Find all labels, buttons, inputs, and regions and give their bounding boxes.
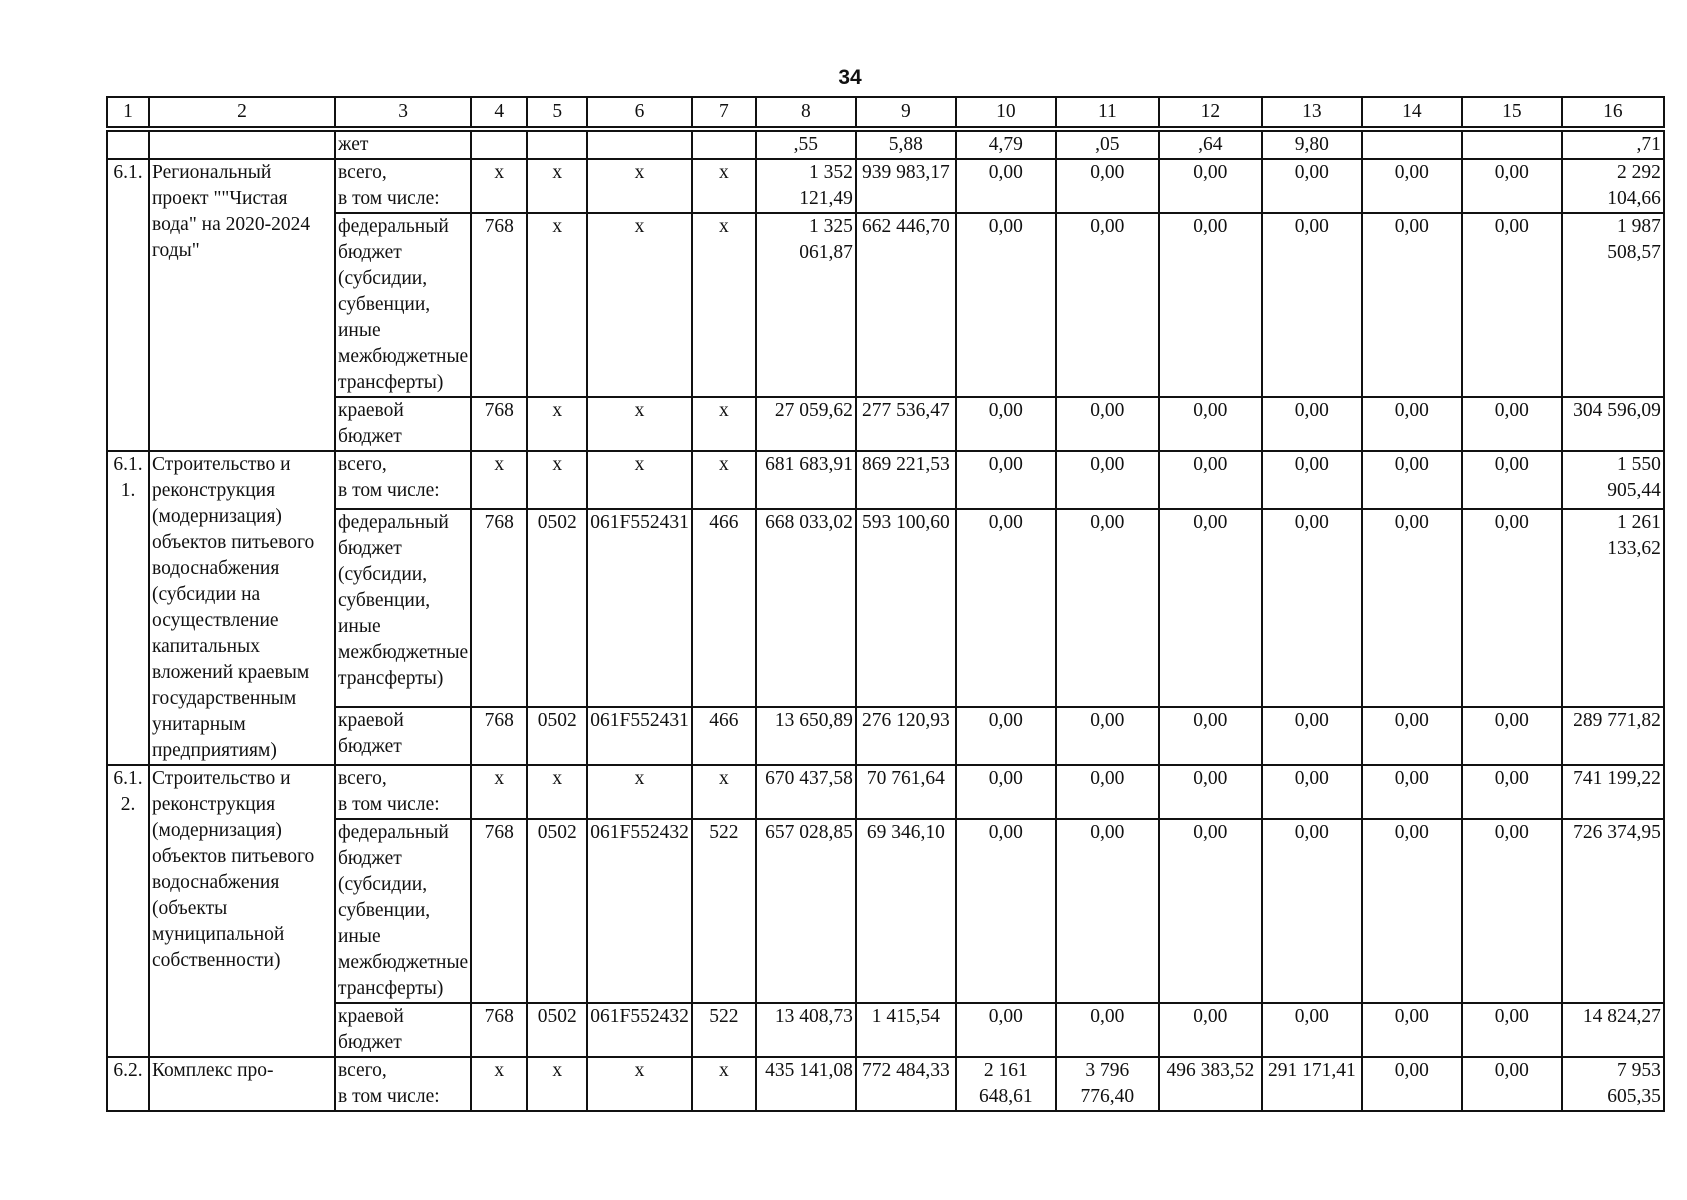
value-col-9: 772 484,33 <box>856 1057 956 1111</box>
value-col-8: 1 325 061,87 <box>756 213 856 397</box>
header-cell-13: 13 <box>1262 97 1362 127</box>
value-col-9: 869 221,53 <box>856 451 956 509</box>
value-col-13: 0,00 <box>1262 159 1362 213</box>
carry-cell-5 <box>527 131 587 159</box>
value-col-4: 768 <box>471 213 527 397</box>
header-cell-14: 14 <box>1362 97 1462 127</box>
value-col-4: 768 <box>471 819 527 1003</box>
value-col-16: 1 550 905,44 <box>1562 451 1664 509</box>
budget-source-federal: федеральный бюджет (субсидии, субвенции, иные межбюджетные трансферты) <box>335 819 471 1003</box>
budget-source-federal: федеральный бюджет (субсидии, субвенции, иные межбюджетные трансферты) <box>335 509 471 707</box>
value-col-12: 0,00 <box>1159 213 1262 397</box>
value-col-5: 0502 <box>527 707 587 765</box>
row-6.1.2-total <box>107 765 1664 819</box>
label-v-tom-chisle: в том числе: <box>338 188 440 209</box>
section-number: 6.1.1. <box>107 451 149 765</box>
value-col-5: x <box>527 451 587 509</box>
value-col-11: 0,00 <box>1056 765 1159 819</box>
value-col-13: 0,00 <box>1262 397 1362 451</box>
carry-cell-15 <box>1462 131 1562 159</box>
value-col-11: 0,00 <box>1056 213 1159 397</box>
value-col-10: 0,00 <box>956 397 1056 451</box>
value-col-7: x <box>692 451 756 509</box>
value-col-10: 0,00 <box>956 159 1056 213</box>
value-col-16: 304 596,09 <box>1562 397 1664 451</box>
value-col-6: x <box>587 213 692 397</box>
value-col-4: x <box>471 451 527 509</box>
value-col-6: 061F552431 <box>587 509 692 707</box>
value-col-9: 939 983,17 <box>856 159 956 213</box>
value-col-15: 0,00 <box>1462 451 1562 509</box>
value-col-5: 0502 <box>527 1003 587 1057</box>
value-col-11: 0,00 <box>1056 819 1159 1003</box>
carry-cell-4 <box>471 131 527 159</box>
header-cell-2: 2 <box>149 97 335 127</box>
carry-cell-7 <box>692 131 756 159</box>
label-vsego: всего, <box>338 162 387 183</box>
header-cell-11: 11 <box>1056 97 1159 127</box>
header-cell-3: 3 <box>335 97 471 127</box>
value-col-5: x <box>527 765 587 819</box>
carry-cell-8: ,55 <box>756 131 856 159</box>
section-name: Строительство и реконструкция (модернизация) объектов питьевого водоснабжения (субсидии на осуществление капитальных вложений краевым государственным унитарным предприятиям) <box>149 451 335 765</box>
value-col-16: 741 199,22 <box>1562 765 1664 819</box>
row-6.1-kraevoy <box>107 397 1664 451</box>
value-col-7: x <box>692 159 756 213</box>
value-col-15: 0,00 <box>1462 707 1562 765</box>
value-col-7: 466 <box>692 707 756 765</box>
value-col-16: 14 824,27 <box>1562 1003 1664 1057</box>
header-cell-1: 1 <box>107 97 149 127</box>
value-col-7: x <box>692 1057 756 1111</box>
value-col-10: 0,00 <box>956 1003 1056 1057</box>
value-col-13: 0,00 <box>1262 213 1362 397</box>
section-name: Комплекс про- <box>149 1057 335 1111</box>
value-col-8: 657 028,85 <box>756 819 856 1003</box>
value-col-7: x <box>692 765 756 819</box>
value-col-5: 0502 <box>527 509 587 707</box>
section-name: Региональный проект ""Чистая вода" на 2020-2024 годы" <box>149 159 335 451</box>
value-col-5: x <box>527 213 587 397</box>
value-col-7: x <box>692 397 756 451</box>
budget-source-total <box>335 451 471 509</box>
page-number: 34 <box>838 66 862 89</box>
carry-cell-10: 4,79 <box>956 131 1056 159</box>
section-name: Строительство и реконструкция (модернизация) объектов питьевого водоснабжения (объекты муниципальной собственности) <box>149 765 335 1057</box>
budget-source-kraevoy: краевой бюджет <box>335 1003 471 1057</box>
carry-cell-3: жет <box>335 131 471 159</box>
value-col-5: x <box>527 397 587 451</box>
value-col-6: x <box>587 397 692 451</box>
value-col-16: 1 987 508,57 <box>1562 213 1664 397</box>
section-number: 6.1. <box>107 159 149 451</box>
value-col-6: x <box>587 159 692 213</box>
value-col-15: 0,00 <box>1462 819 1562 1003</box>
label-vsego: всего, <box>338 454 387 475</box>
value-col-9: 276 120,93 <box>856 707 956 765</box>
value-col-8: 668 033,02 <box>756 509 856 707</box>
header-row <box>107 97 1664 127</box>
value-col-16: 2 292 104,66 <box>1562 159 1664 213</box>
header-cell-15: 15 <box>1462 97 1562 127</box>
row-6.1.2-kraevoy <box>107 1003 1664 1057</box>
section-number: 6.2. <box>107 1057 149 1111</box>
value-col-9: 1 415,54 <box>856 1003 956 1057</box>
header-cell-4: 4 <box>471 97 527 127</box>
value-col-8: 13 650,89 <box>756 707 856 765</box>
header-cell-5: 5 <box>527 97 587 127</box>
value-col-14: 0,00 <box>1362 397 1462 451</box>
value-col-13: 0,00 <box>1262 819 1362 1003</box>
value-col-11: 3 796 776,40 <box>1056 1057 1159 1111</box>
value-col-13: 0,00 <box>1262 1003 1362 1057</box>
value-col-10: 0,00 <box>956 819 1056 1003</box>
value-col-14: 0,00 <box>1362 213 1462 397</box>
value-col-10: 0,00 <box>956 707 1056 765</box>
value-col-11: 0,00 <box>1056 397 1159 451</box>
value-col-14: 0,00 <box>1362 159 1462 213</box>
value-col-13: 0,00 <box>1262 765 1362 819</box>
value-col-10: 0,00 <box>956 451 1056 509</box>
row-6.1.1-federal <box>107 509 1664 707</box>
row-6.1.1-kraevoy <box>107 707 1664 765</box>
value-col-7: 522 <box>692 819 756 1003</box>
header-cell-9: 9 <box>856 97 956 127</box>
value-col-4: x <box>471 765 527 819</box>
label-vsego: всего, <box>338 1060 387 1081</box>
carry-cell-16: ,71 <box>1562 131 1664 159</box>
value-col-9: 70 761,64 <box>856 765 956 819</box>
carry-cell-6 <box>587 131 692 159</box>
value-col-8: 681 683,91 <box>756 451 856 509</box>
label-v-tom-chisle: в том числе: <box>338 794 440 815</box>
value-col-14: 0,00 <box>1362 1003 1462 1057</box>
value-col-4: 768 <box>471 707 527 765</box>
row-6.1-federal <box>107 213 1664 397</box>
value-col-4: x <box>471 159 527 213</box>
value-col-8: 435 141,08 <box>756 1057 856 1111</box>
value-col-12: 0,00 <box>1159 451 1262 509</box>
value-col-16: 289 771,82 <box>1562 707 1664 765</box>
value-col-16: 1 261 133,62 <box>1562 509 1664 707</box>
value-col-15: 0,00 <box>1462 509 1562 707</box>
value-col-10: 2 161 648,61 <box>956 1057 1056 1111</box>
row-6.1.2-federal <box>107 819 1664 1003</box>
value-col-4: 768 <box>471 509 527 707</box>
budget-source-total <box>335 1057 471 1111</box>
value-col-15: 0,00 <box>1462 159 1562 213</box>
carry-cell-9: 5,88 <box>856 131 956 159</box>
header-cell-6: 6 <box>587 97 692 127</box>
value-col-5: x <box>527 159 587 213</box>
budget-source-federal: федеральный бюджет (субсидии, субвенции, иные межбюджетные трансферты) <box>335 213 471 397</box>
value-col-11: 0,00 <box>1056 707 1159 765</box>
value-col-4: x <box>471 1057 527 1111</box>
value-col-12: 0,00 <box>1159 397 1262 451</box>
header-cell-12: 12 <box>1159 97 1262 127</box>
carry-cell-12: ,64 <box>1159 131 1262 159</box>
value-col-9: 69 346,10 <box>856 819 956 1003</box>
value-col-14: 0,00 <box>1362 707 1462 765</box>
value-col-13: 0,00 <box>1262 451 1362 509</box>
value-col-13: 0,00 <box>1262 509 1362 707</box>
value-col-12: 0,00 <box>1159 707 1262 765</box>
value-col-6: x <box>587 1057 692 1111</box>
label-vsego: всего, <box>338 768 387 789</box>
header-cell-16: 16 <box>1562 97 1664 127</box>
carry-over-row <box>107 131 1664 159</box>
value-col-11: 0,00 <box>1056 509 1159 707</box>
row-6.1.1-total <box>107 451 1664 509</box>
value-col-8: 27 059,62 <box>756 397 856 451</box>
budget-source-total <box>335 765 471 819</box>
value-col-4: 768 <box>471 397 527 451</box>
value-col-16: 7 953 605,35 <box>1562 1057 1664 1111</box>
value-col-9: 593 100,60 <box>856 509 956 707</box>
value-col-14: 0,00 <box>1362 451 1462 509</box>
value-col-15: 0,00 <box>1462 213 1562 397</box>
value-col-6: x <box>587 451 692 509</box>
row-6.2-total <box>107 1057 1664 1111</box>
value-col-15: 0,00 <box>1462 1003 1562 1057</box>
budget-source-total <box>335 159 471 213</box>
value-col-13: 291 171,41 <box>1262 1057 1362 1111</box>
header-cell-8: 8 <box>756 97 856 127</box>
value-col-15: 0,00 <box>1462 1057 1562 1111</box>
carry-cell-11: ,05 <box>1056 131 1159 159</box>
value-col-9: 277 536,47 <box>856 397 956 451</box>
row-6.1-total <box>107 159 1664 213</box>
carry-cell-2 <box>149 131 335 159</box>
carry-cell-13: 9,80 <box>1262 131 1362 159</box>
value-col-12: 0,00 <box>1159 765 1262 819</box>
value-col-6: 061F552432 <box>587 819 692 1003</box>
value-col-4: 768 <box>471 1003 527 1057</box>
value-col-16: 726 374,95 <box>1562 819 1664 1003</box>
value-col-8: 670 437,58 <box>756 765 856 819</box>
budget-source-kraevoy: краевой бюджет <box>335 707 471 765</box>
value-col-11: 0,00 <box>1056 451 1159 509</box>
carry-cell-1 <box>107 131 149 159</box>
table-body <box>107 97 1664 1111</box>
value-col-6: 061F552432 <box>587 1003 692 1057</box>
value-col-7: x <box>692 213 756 397</box>
value-col-14: 0,00 <box>1362 1057 1462 1111</box>
value-col-14: 0,00 <box>1362 509 1462 707</box>
value-col-15: 0,00 <box>1462 397 1562 451</box>
carry-cell-14 <box>1362 131 1462 159</box>
value-col-12: 0,00 <box>1159 509 1262 707</box>
value-col-15: 0,00 <box>1462 765 1562 819</box>
value-col-14: 0,00 <box>1362 819 1462 1003</box>
value-col-8: 1 352 121,49 <box>756 159 856 213</box>
value-col-12: 0,00 <box>1159 159 1262 213</box>
value-col-6: x <box>587 765 692 819</box>
label-v-tom-chisle: в том числе: <box>338 1086 440 1107</box>
value-col-6: 061F552431 <box>587 707 692 765</box>
value-col-12: 0,00 <box>1159 1003 1262 1057</box>
value-col-7: 466 <box>692 509 756 707</box>
value-col-11: 0,00 <box>1056 159 1159 213</box>
value-col-7: 522 <box>692 1003 756 1057</box>
header-cell-10: 10 <box>956 97 1056 127</box>
value-col-14: 0,00 <box>1362 765 1462 819</box>
value-col-9: 662 446,70 <box>856 213 956 397</box>
header-cell-7: 7 <box>692 97 756 127</box>
budget-table <box>106 96 1665 1112</box>
value-col-11: 0,00 <box>1056 1003 1159 1057</box>
section-number: 6.1.2. <box>107 765 149 1057</box>
value-col-5: x <box>527 1057 587 1111</box>
label-v-tom-chisle: в том числе: <box>338 480 440 501</box>
value-col-5: 0502 <box>527 819 587 1003</box>
value-col-12: 0,00 <box>1159 819 1262 1003</box>
value-col-10: 0,00 <box>956 509 1056 707</box>
value-col-13: 0,00 <box>1262 707 1362 765</box>
value-col-12: 496 383,52 <box>1159 1057 1262 1111</box>
value-col-10: 0,00 <box>956 213 1056 397</box>
budget-source-kraevoy: краевой бюджет <box>335 397 471 451</box>
value-col-8: 13 408,73 <box>756 1003 856 1057</box>
value-col-10: 0,00 <box>956 765 1056 819</box>
